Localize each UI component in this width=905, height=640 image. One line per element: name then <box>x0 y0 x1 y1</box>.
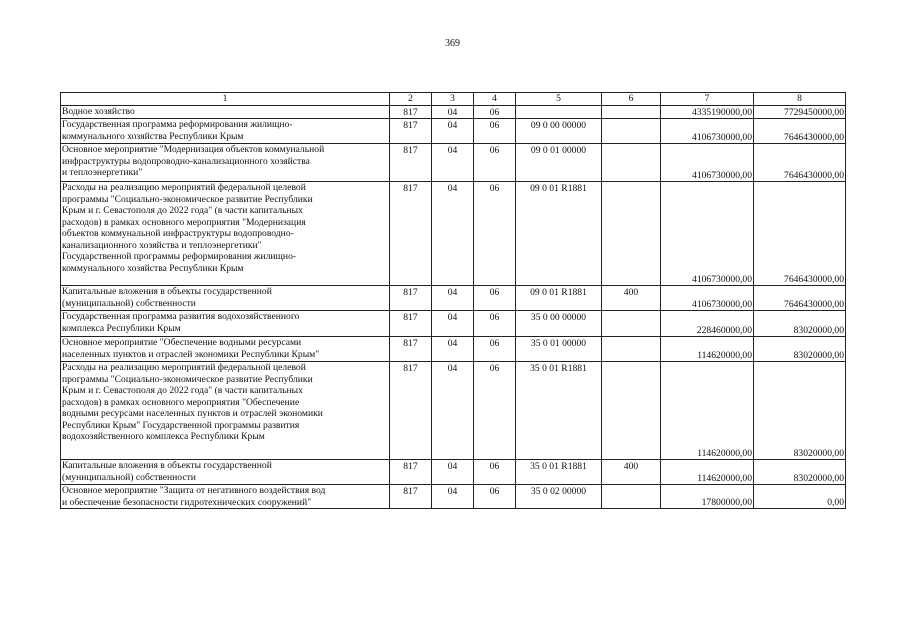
cell-description <box>61 362 390 460</box>
description-line: и обеспечение безопасности гидротехнических сооружений" <box>62 496 312 508</box>
column-header-7: 7 <box>661 93 754 106</box>
description-line: Расходы на реализацию мероприятий федеральной целевой <box>62 182 306 193</box>
cell-target-article: 35 0 01 R1881 <box>516 362 602 460</box>
cell-amount-year-2: 0,00 <box>754 485 846 509</box>
cell-admin-code: 817 <box>390 460 432 485</box>
description-line: Государственная программа развития водохозяйственного <box>62 311 300 322</box>
table-row <box>61 144 846 182</box>
cell-description <box>61 182 390 286</box>
cell-section: 04 <box>432 311 474 337</box>
cell-description <box>61 286 390 311</box>
table-row <box>61 311 846 337</box>
cell-admin-code: 817 <box>390 286 432 311</box>
cell-description <box>61 460 390 485</box>
cell-admin-code: 817 <box>390 105 432 119</box>
description-line: комплекса Республики Крым <box>62 322 181 334</box>
description-line: Государственной программы реформирования жилищно- <box>62 251 297 262</box>
cell-amount-year-2: 7646430000,00 <box>754 119 846 144</box>
cell-section: 04 <box>432 182 474 286</box>
cell-section: 04 <box>432 337 474 362</box>
cell-amount-year-2: 83020000,00 <box>754 311 846 337</box>
description-line: Расходы на реализацию мероприятий федеральной целевой <box>62 362 306 373</box>
column-header-6: 6 <box>602 93 661 106</box>
cell-amount-year-2: 7646430000,00 <box>754 144 846 182</box>
table-row <box>61 337 846 362</box>
table-row <box>61 119 846 144</box>
cell-expense-type <box>602 119 661 144</box>
description-line: программы "Социально-экономическое развитие Республики <box>62 373 313 385</box>
description-line: Крым и г. Севастополя до 2022 года" (в части капитальных <box>62 205 303 216</box>
page-number: 369 <box>445 38 460 49</box>
description-line: (муниципальной) собственности <box>62 297 196 309</box>
description-line: расходов) в рамках основного мероприятия "Обеспечение <box>62 396 300 408</box>
description-line: расходов) в рамках основного мероприятия "Модернизация <box>62 216 306 228</box>
budget-table <box>60 92 846 509</box>
description-line: Капитальные вложения в объекты государственной <box>62 286 272 297</box>
cell-amount-year-2: 7646430000,00 <box>754 286 846 311</box>
table-row <box>61 105 846 119</box>
description-line: Основное мероприятие "Модернизация объектов коммунальной <box>62 144 325 155</box>
cell-subsection: 06 <box>474 119 516 144</box>
cell-description <box>61 337 390 362</box>
cell-admin-code: 817 <box>390 119 432 144</box>
cell-target-article: 35 0 02 00000 <box>516 485 602 509</box>
description-line: объектов коммунальной инфраструктуры водопроводно- <box>62 228 294 239</box>
cell-target-article: 09 0 01 R1881 <box>516 286 602 311</box>
cell-expense-type <box>602 105 661 119</box>
description-line: и теплоэнергетики" <box>62 167 143 178</box>
table-row <box>61 362 846 460</box>
cell-description <box>61 119 390 144</box>
cell-subsection: 06 <box>474 485 516 509</box>
cell-subsection: 06 <box>474 286 516 311</box>
cell-amount-year-1: 4335190000,00 <box>661 105 754 119</box>
table-row <box>61 460 846 485</box>
cell-section: 04 <box>432 460 474 485</box>
table-body <box>61 105 846 509</box>
cell-section: 04 <box>432 362 474 460</box>
cell-subsection: 06 <box>474 182 516 286</box>
cell-description <box>61 105 390 119</box>
description-line: канализационного хозяйства и теплоэнергетики" <box>62 239 262 251</box>
cell-description <box>61 485 390 509</box>
cell-expense-type <box>602 311 661 337</box>
cell-target-article: 09 0 01 R1881 <box>516 182 602 286</box>
description-line: Основное мероприятие "Защита от негативного воздействия вод <box>62 485 326 496</box>
cell-admin-code: 817 <box>390 311 432 337</box>
cell-subsection: 06 <box>474 362 516 460</box>
description-line: Крым и г. Севастополя до 2022 года" (в части капитальных <box>62 385 303 396</box>
table-row <box>61 182 846 286</box>
cell-expense-type <box>602 362 661 460</box>
column-header-2: 2 <box>390 93 432 106</box>
description-line: (муниципальной) собственности <box>62 471 196 483</box>
cell-amount-year-1: 114620000,00 <box>661 337 754 362</box>
cell-target-article: 09 0 00 00000 <box>516 119 602 144</box>
cell-target-article <box>516 105 602 119</box>
cell-amount-year-2: 83020000,00 <box>754 362 846 460</box>
column-header-8: 8 <box>754 93 846 106</box>
cell-section: 04 <box>432 485 474 509</box>
cell-amount-year-1: 4106730000,00 <box>661 119 754 144</box>
cell-subsection: 06 <box>474 144 516 182</box>
table-header-row <box>61 93 846 106</box>
cell-expense-type <box>602 485 661 509</box>
cell-target-article: 35 0 00 00000 <box>516 311 602 337</box>
description-line: инфраструктуры водопроводно-канализационного хозяйства <box>62 155 310 167</box>
cell-admin-code: 817 <box>390 485 432 509</box>
cell-admin-code: 817 <box>390 182 432 286</box>
cell-expense-type: 400 <box>602 286 661 311</box>
cell-amount-year-1: 4106730000,00 <box>661 144 754 182</box>
description-line: программы "Социально-экономическое развитие Республики <box>62 193 313 205</box>
cell-amount-year-1: 114620000,00 <box>661 460 754 485</box>
cell-target-article: 35 0 01 00000 <box>516 337 602 362</box>
description-line: Капитальные вложения в объекты государственной <box>62 460 272 471</box>
description-line: коммунального хозяйства Республики Крым <box>62 262 244 274</box>
cell-admin-code: 817 <box>390 144 432 182</box>
cell-amount-year-2: 7729450000,00 <box>754 105 846 119</box>
cell-expense-type <box>602 337 661 362</box>
table-row <box>61 485 846 509</box>
column-header-4: 4 <box>474 93 516 106</box>
cell-target-article: 09 0 01 00000 <box>516 144 602 182</box>
description-line: водохозяйственного комплекса Республики Крым <box>62 431 265 442</box>
cell-amount-year-2: 83020000,00 <box>754 460 846 485</box>
cell-subsection: 06 <box>474 105 516 119</box>
cell-expense-type <box>602 182 661 286</box>
description-line: водными ресурсами населенных пунктов и отраслей экономики <box>62 408 323 419</box>
cell-section: 04 <box>432 105 474 119</box>
cell-description <box>61 311 390 337</box>
cell-section: 04 <box>432 119 474 144</box>
table-row <box>61 286 846 311</box>
cell-target-article: 35 0 01 R1881 <box>516 460 602 485</box>
description-line: населенных пунктов и отраслей экономики Республики Крым" <box>62 348 320 360</box>
cell-admin-code: 817 <box>390 362 432 460</box>
cell-amount-year-1: 4106730000,00 <box>661 286 754 311</box>
cell-amount-year-1: 4106730000,00 <box>661 182 754 286</box>
description-line: Основное мероприятие "Обеспечение водными ресурсами <box>62 337 302 348</box>
cell-admin-code: 817 <box>390 337 432 362</box>
description-line: Республики Крым" Государственной программы развития <box>62 419 300 431</box>
column-header-3: 3 <box>432 93 474 106</box>
cell-description <box>61 144 390 182</box>
description-line: Водное хозяйство <box>62 105 135 117</box>
cell-expense-type: 400 <box>602 460 661 485</box>
cell-section: 04 <box>432 286 474 311</box>
column-header-1: 1 <box>61 93 390 106</box>
cell-amount-year-2: 7646430000,00 <box>754 182 846 286</box>
cell-subsection: 06 <box>474 460 516 485</box>
cell-subsection: 06 <box>474 311 516 337</box>
cell-amount-year-1: 228460000,00 <box>661 311 754 337</box>
cell-amount-year-1: 114620000,00 <box>661 362 754 460</box>
description-line: Государственная программа реформирования жилищно- <box>62 119 293 130</box>
cell-amount-year-1: 17800000,00 <box>661 485 754 509</box>
cell-section: 04 <box>432 144 474 182</box>
cell-subsection: 06 <box>474 337 516 362</box>
column-header-5: 5 <box>516 93 602 106</box>
cell-amount-year-2: 83020000,00 <box>754 337 846 362</box>
description-line: коммунального хозяйства Республики Крым <box>62 130 244 142</box>
cell-expense-type <box>602 144 661 182</box>
